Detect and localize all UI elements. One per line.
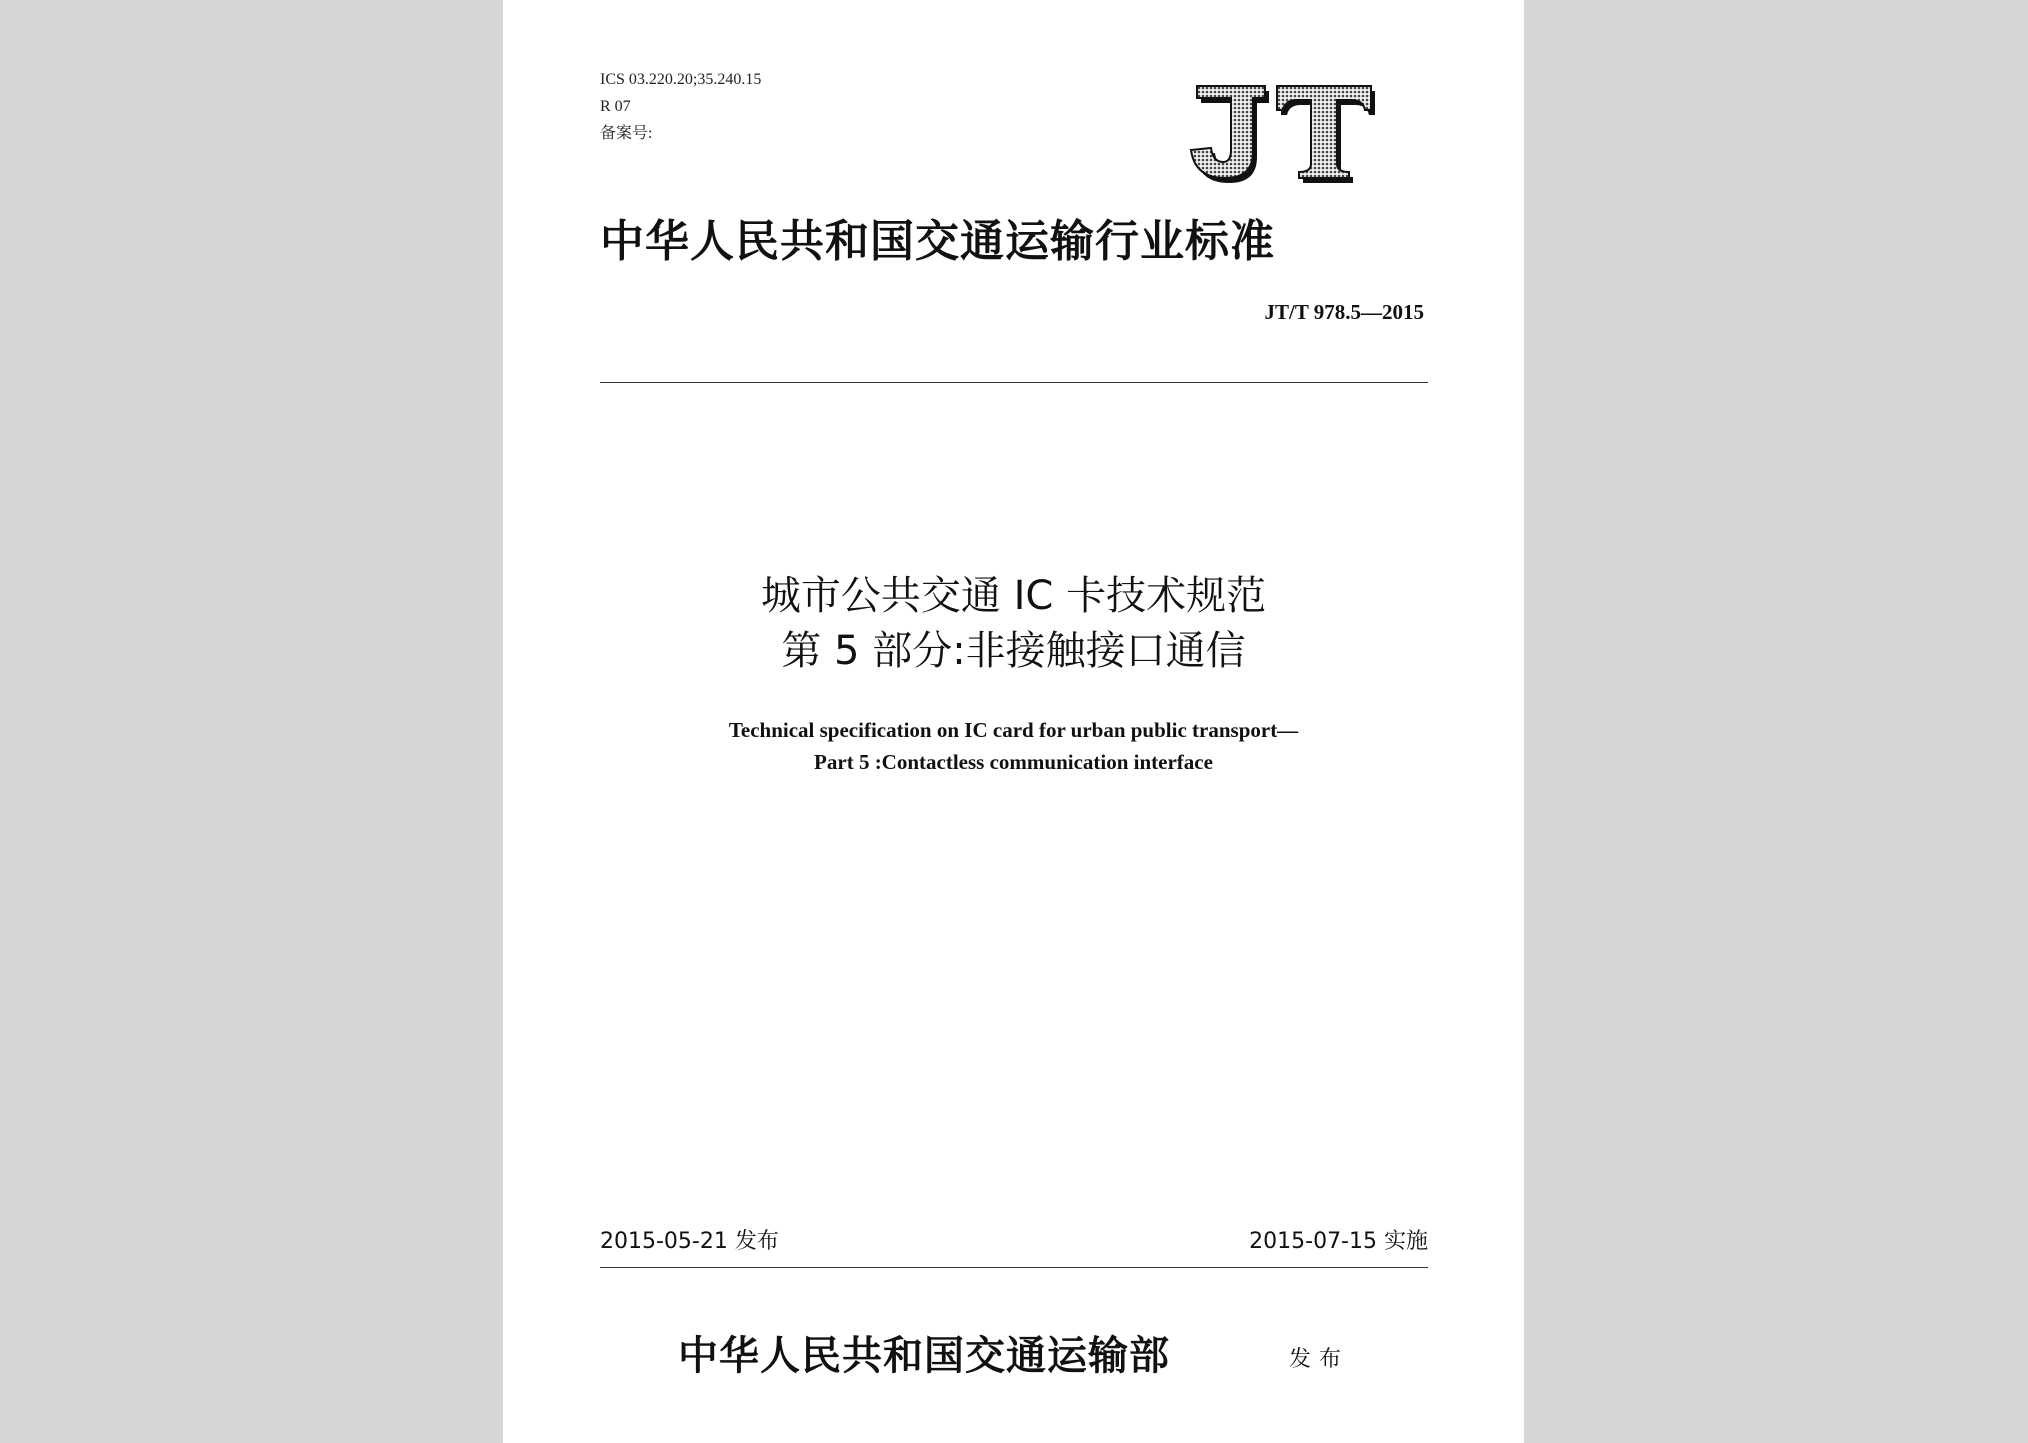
publish-label: 发布	[1289, 1347, 1350, 1372]
publisher-name: 中华人民共和国交通运输部	[678, 1332, 1170, 1379]
header-divider	[600, 382, 1428, 383]
footer-divider	[600, 1267, 1428, 1268]
jt-standard-logo-icon	[1173, 78, 1378, 184]
title-chinese-line-1: 城市公共交通 IC 卡技术规范	[760, 573, 1267, 619]
ccs-code: R 07	[600, 98, 631, 115]
ics-code: ICS 03.220.20;35.240.15	[600, 71, 762, 88]
document-page	[503, 0, 1524, 1443]
title-english-line-1: Technical specification on IC card for urban public transport—	[728, 718, 1299, 742]
implementation-date: 2015-07-15 实施	[1249, 1229, 1428, 1254]
title-chinese-line-2: 第 5 部分:非接触接口通信	[781, 628, 1246, 674]
filing-number: 备案号:	[600, 125, 653, 142]
title-english-line-2: Part 5 :Contactless communication interface	[814, 750, 1213, 774]
standard-number: JT/T 978.5—2015	[1264, 300, 1424, 324]
standard-organization-title: 中华人民共和国交通运输行业标准	[600, 216, 1275, 267]
issue-date: 2015-05-21 发布	[600, 1229, 779, 1254]
